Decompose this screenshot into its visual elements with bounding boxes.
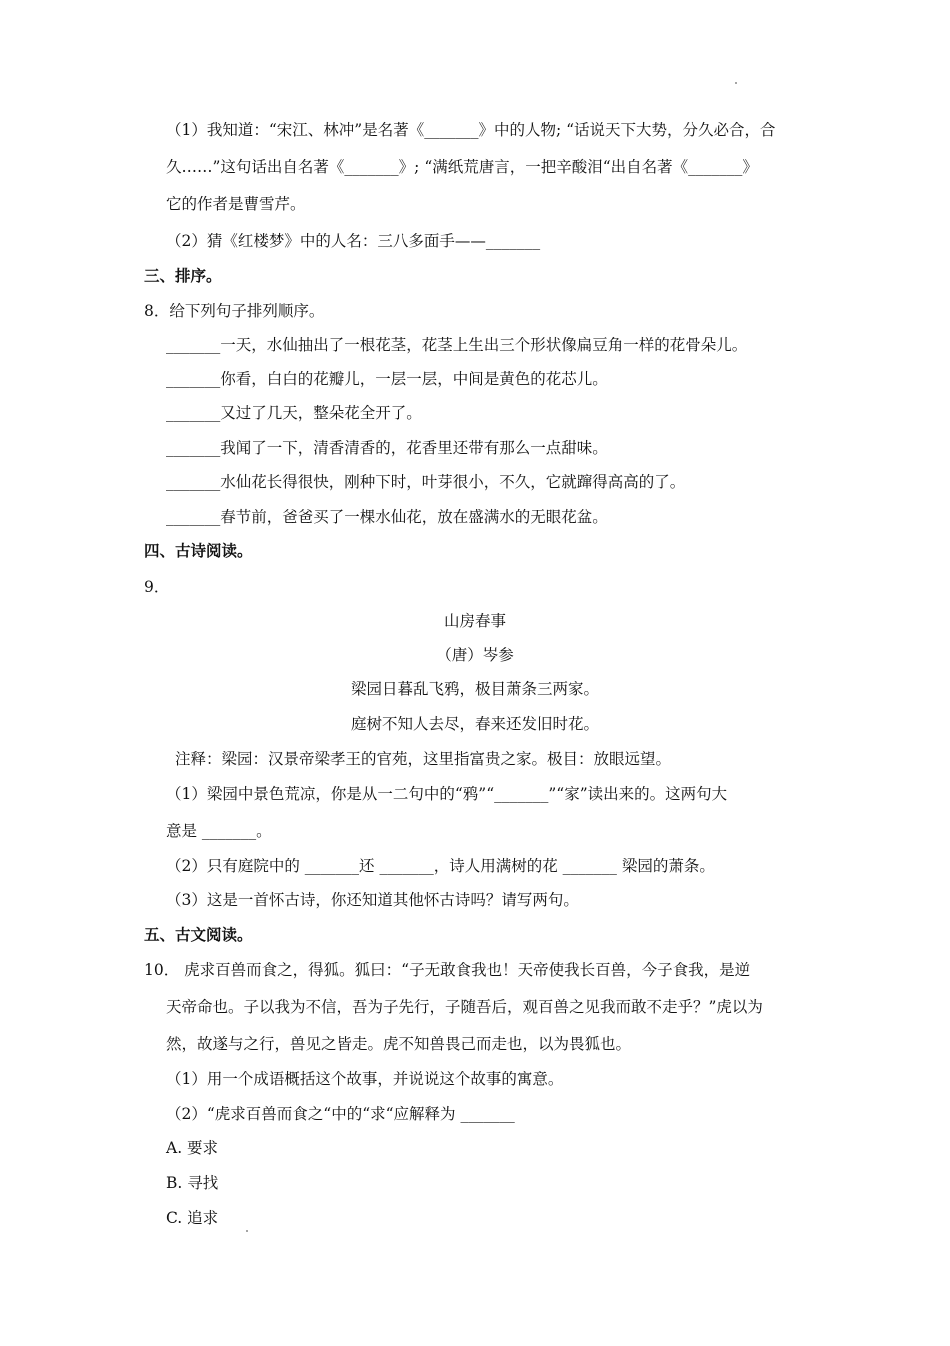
passage-q2: （2）“虎求百兽而食之“中的“求“应解释为 _______ [166, 1105, 515, 1123]
question-number-9: 9． [144, 578, 170, 596]
sort-item: _______你看，白白的花瓣儿，一层一层，中间是黄色的花芯儿。 [166, 370, 608, 388]
option-c: C. 追求 [166, 1209, 219, 1227]
section5-title: 五、古文阅读。 [144, 925, 253, 944]
section3-title: 三、排序。 [144, 266, 222, 285]
poem-q3: （3）这是一首怀古诗，你还知道其他怀古诗吗？请写两句。 [166, 891, 579, 909]
option-a: A. 要求 [166, 1139, 219, 1157]
passage-line: 然，故遂与之行，兽见之皆走。虎不知兽畏己而走也，以为畏狐也。 [166, 1035, 632, 1053]
scan-mark [246, 1230, 248, 1232]
poem-title: 山房春事 [443, 612, 506, 630]
poem-line: 梁园日暮乱飞鸦，极目萧条三两家。 [350, 680, 599, 698]
poem-q1-line2: 意是 _______。 [166, 822, 272, 840]
poem-line: 庭树不知人去尽，春来还发旧时花。 [350, 715, 599, 733]
prev-q1-line2: 久……”这句话出自名著《_______》; “满纸荒唐言，一把辛酸泪“出自名著《_______》 [166, 158, 758, 176]
scan-mark [735, 82, 737, 84]
section3-question: 8．给下列句子排列顺序。 [144, 302, 325, 320]
passage-q1: （1）用一个成语概括这个故事，并说说这个故事的寓意。 [166, 1070, 564, 1088]
passage-line: 10． 虎求百兽而食之，得狐。狐曰：“子无敢食我也！天帝使我长百兽，今子食我，是逆 [144, 961, 751, 979]
option-b: B. 寻找 [166, 1174, 219, 1192]
poem-author: （唐）岑参 [436, 646, 514, 664]
poem-note: 注释：梁园：汉景帝梁孝王的官苑，这里指富贵之家。极目：放眼远望。 [175, 750, 672, 768]
sort-item: _______我闻了一下，清香清香的，花香里还带有那么一点甜味。 [166, 439, 608, 457]
passage-line: 天帝命也。子以我为不信，吾为子先行，子随吾后，观百兽之见我而敢不走乎？”虎以为 [166, 998, 763, 1016]
section4-title: 四、古诗阅读。 [144, 541, 253, 560]
poem-q2: （2）只有庭院中的 _______还 _______，诗人用满树的花 _______ 梁园的萧条。 [166, 857, 715, 875]
prev-q2: （2）猜《红楼梦》中的人名：三八多面手——_______ [166, 232, 541, 250]
prev-q1-line1: （1）我知道：“宋江、林冲”是名著《_______》中的人物; “话说天下大势，分久必合，合 [166, 121, 776, 139]
sort-item: _______又过了几天，整朵花全开了。 [166, 404, 422, 422]
sort-item: _______春节前，爸爸买了一棵水仙花，放在盛满水的无眼花盆。 [166, 508, 608, 526]
sort-item: _______一天，水仙抽出了一根花茎，花茎上生出三个形状像扁豆角一样的花骨朵儿。 [166, 336, 748, 354]
poem-q1-line1: （1）梁园中景色荒凉，你是从一二句中的“鸦”“_______”“家”读出来的。这两句大 [166, 785, 728, 803]
sort-item: _______水仙花长得很快，刚种下时，叶芽很小，不久，它就蹿得高高的了。 [166, 473, 686, 491]
prev-q1-line3: 它的作者是曹雪芹。 [166, 195, 306, 213]
